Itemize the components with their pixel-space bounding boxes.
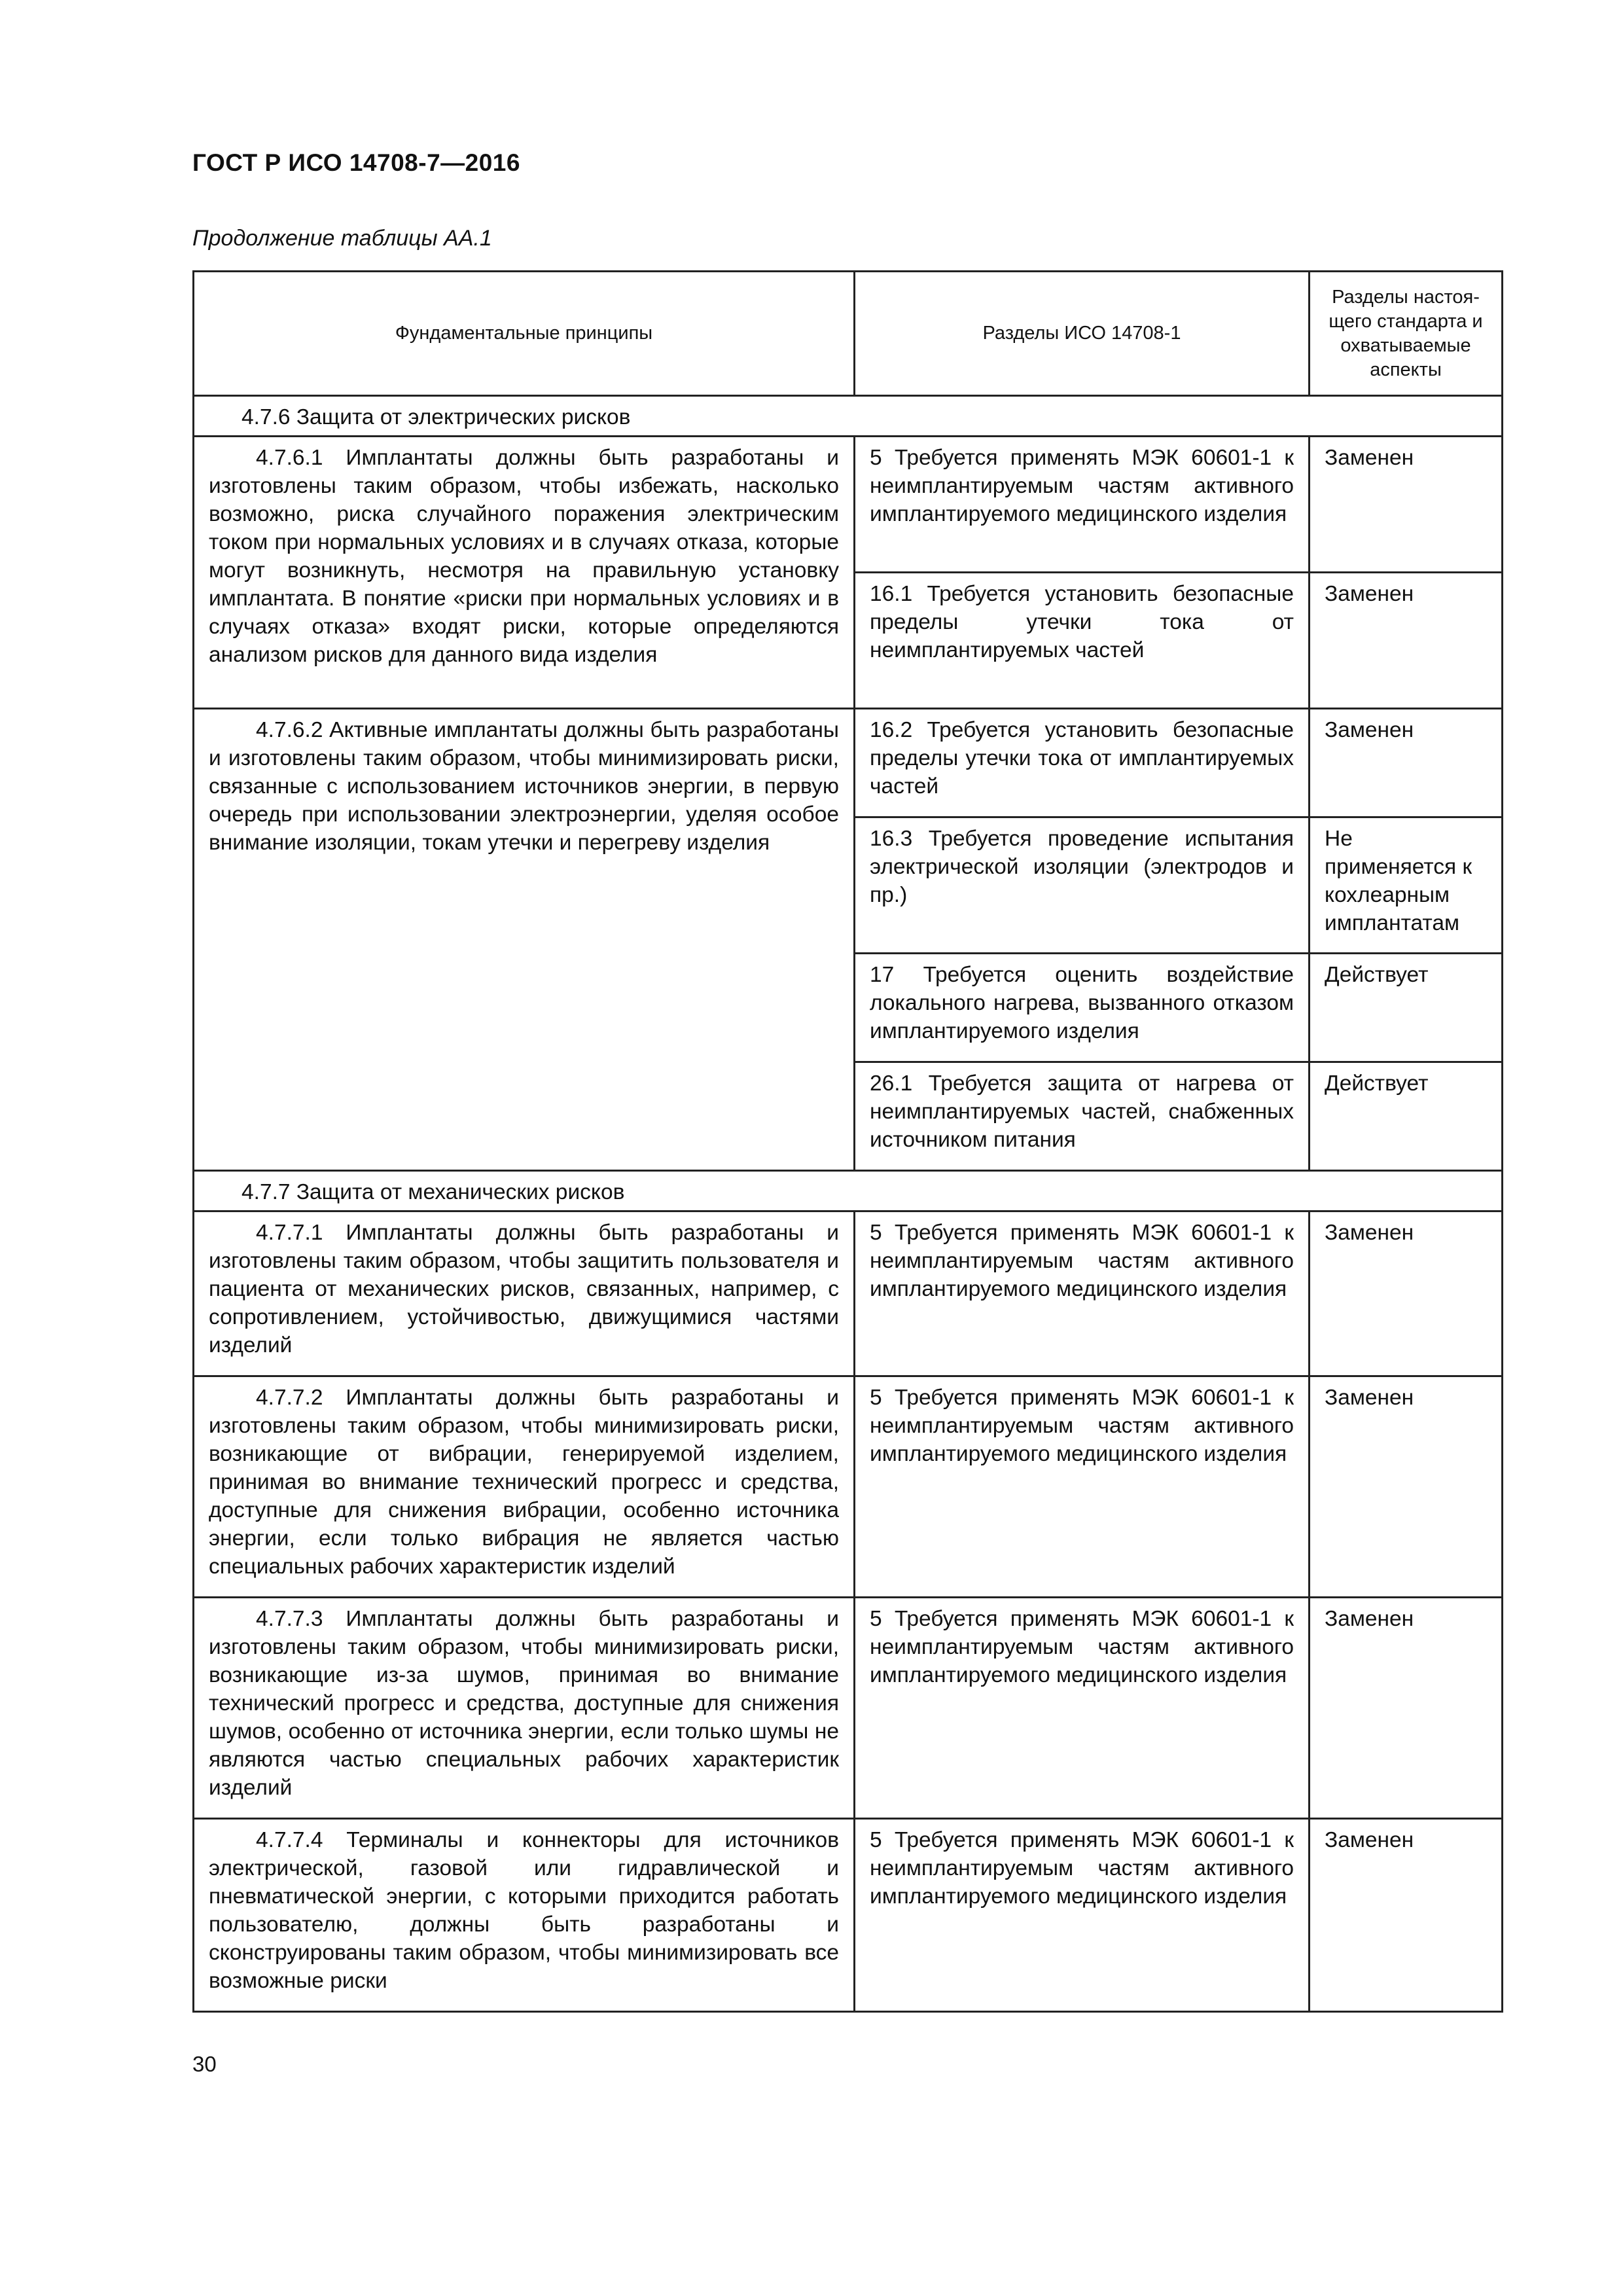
principle-cell: 4.7.7.1 Имплантаты должны быть разработаны и изготовлены таким образом, чтобы защитить пользователя и пациента от механических рисков, связанных, например, с сопротивлением, устойчивостью, движущимися частями изделий	[194, 1211, 855, 1376]
clause-cell: 5 Требуется применять МЭК 60601-1 к неимплантируемым частям активного имплантируемого медицинского изделия	[855, 1376, 1310, 1598]
clause-cell: 5 Требуется применять МЭК 60601-1 к неимплантируемым частям активного имплантируемого медицинского изделия	[855, 1819, 1310, 2012]
clause-cell: 5 Требуется применять МЭК 60601-1 к неимплантируемым частям активного имплантируемого медицинского изделия	[855, 1598, 1310, 1819]
section-row	[194, 396, 1503, 437]
clause-cell: 5 Требуется применять МЭК 60601-1 к неимплантируемым частям активного имплантируемого медицинского изделия	[855, 437, 1310, 573]
table-row	[194, 1819, 1503, 2012]
principle-cell: 4.7.6.2 Активные имплантаты должны быть разработаны и изготовлены таким образом, чтобы минимизировать риски, связанные с использованием источников энергии, в первую очередь при использовании электроэнергии, уделяя особое внимание изоляции, токам утечки и перегреву изделия	[194, 709, 855, 1171]
status-cell: Заменен	[1310, 709, 1503, 817]
header-standard-sections: Разделы настоя-щего стандарта и охватываемые аспекты	[1310, 272, 1503, 396]
principle-cell: 4.7.7.3 Имплантаты должны быть разработаны и изготовлены таким образом, чтобы минимизировать риски, возникающие из-за шумов, принимая во внимание технический прогресс и средства, доступные для снижения шумов, особенно от источника энергии, если только шумы не являются частью специальных рабочих характеристик изделий	[194, 1598, 855, 1819]
header-iso-sections: Разделы ИСО 14708-1	[855, 272, 1310, 396]
clause-cell: 17 Требуется оценить воздействие локального нагрева, вызванного отказом имплантируемого изделия	[855, 954, 1310, 1062]
page-number: 30	[192, 2052, 217, 2076]
table-row	[194, 437, 1503, 573]
clause-cell: 5 Требуется применять МЭК 60601-1 к неимплантируемым частям активного имплантируемого медицинского изделия	[855, 1211, 1310, 1376]
clause-cell: 16.1 Требуется установить безопасные пределы утечки тока от неимплантируемых частей	[855, 573, 1310, 709]
principle-cell: 4.7.6.1 Имплантаты должны быть разработаны и изготовлены таким образом, чтобы избежать, насколько возможно, риска случайного поражения электрическим током при нормальных условиях и в случаях отказа, которые могут возникнуть, несмотря на правильную установку имплантата. В понятие «риски при нормальных условиях и в случаях отказа» входят риски, которые определяются анализом рисков для данного вида изделия	[194, 437, 855, 709]
status-cell: Заменен	[1310, 1598, 1503, 1819]
status-cell: Не применяется к кохлеарным имплантатам	[1310, 817, 1503, 954]
status-cell: Заменен	[1310, 1211, 1503, 1376]
clause-cell: 16.2 Требуется установить безопасные пределы утечки тока от имплантируемых частей	[855, 709, 1310, 817]
table-row	[194, 709, 1503, 817]
principle-cell: 4.7.7.2 Имплантаты должны быть разработаны и изготовлены таким образом, чтобы минимизировать риски, возникающие от вибрации, генерируемой изделием, принимая во внимание технический прогресс и средства, доступные для снижения вибрации, особенно источника энергии, если только вибрация не является частью специальных рабочих характеристик изделий	[194, 1376, 855, 1598]
status-cell: Действует	[1310, 954, 1503, 1062]
principle-cell: 4.7.7.4 Терминалы и коннекторы для источников электрической, газовой или гидравлической и пневматической энергии, с которыми приходится работать пользователю, должны быть разработаны и сконструированы таким образом, чтобы минимизировать все возможные риски	[194, 1819, 855, 2012]
status-cell: Заменен	[1310, 573, 1503, 709]
table-row	[194, 1598, 1503, 1819]
requirements-table	[192, 270, 1503, 2013]
section-title: 4.7.7 Защита от механических рисков	[194, 1171, 1503, 1211]
clause-cell: 26.1 Требуется защита от нагрева от неимплантируемых частей, снабженных источником питания	[855, 1062, 1310, 1171]
table-caption: Продолжение таблицы АА.1	[192, 226, 492, 251]
status-cell: Заменен	[1310, 437, 1503, 573]
clause-cell: 16.3 Требуется проведение испытания электрической изоляции (электродов и пр.)	[855, 817, 1310, 954]
document-title: ГОСТ Р ИСО 14708-7—2016	[192, 149, 520, 176]
table-header-row	[194, 272, 1503, 396]
table-row	[194, 1376, 1503, 1598]
section-title: 4.7.6 Защита от электрических рисков	[194, 396, 1503, 437]
status-cell: Действует	[1310, 1062, 1503, 1171]
table-row	[194, 1211, 1503, 1376]
status-cell: Заменен	[1310, 1819, 1503, 2012]
section-row	[194, 1171, 1503, 1211]
header-principles: Фундаментальные принципы	[194, 272, 855, 396]
status-cell: Заменен	[1310, 1376, 1503, 1598]
